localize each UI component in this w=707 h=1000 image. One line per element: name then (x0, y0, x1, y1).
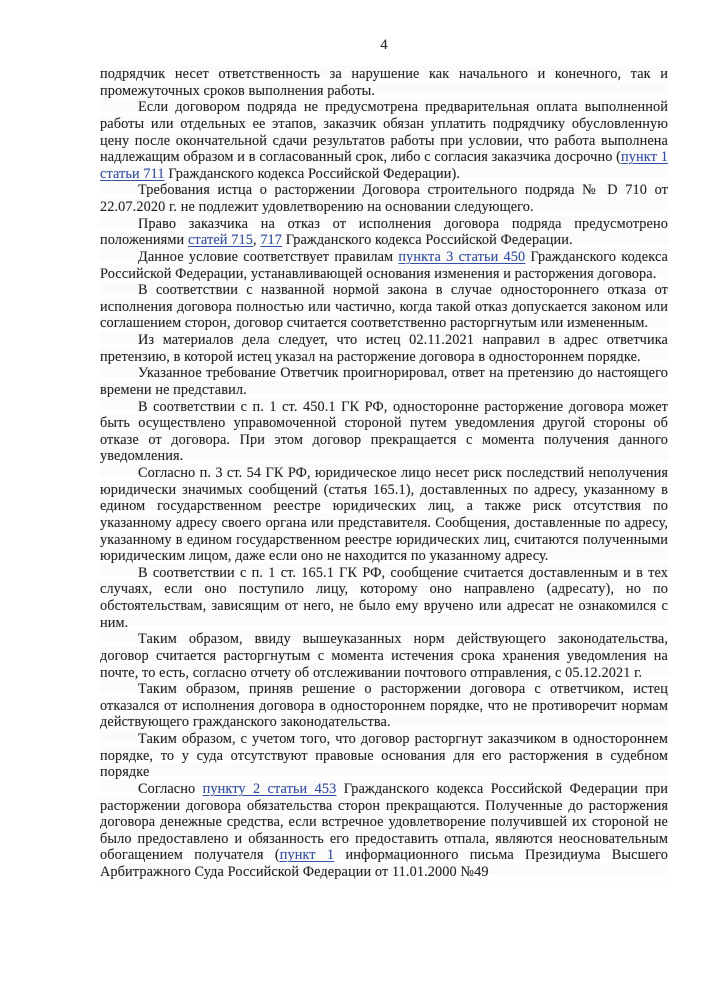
page-number: 4 (380, 37, 388, 53)
paragraph (100, 731, 668, 781)
paragraph-text: Из материалов дела следует, что истец 02.11.2021 направил в адрес ответчика претензию, в которой истец указал на расторжение договора в одностороннем порядке. (100, 332, 668, 365)
statute-link[interactable]: 717 (260, 232, 283, 249)
paragraph (100, 781, 668, 881)
paragraph-text: Согласно (138, 780, 203, 797)
paragraph-text: Данное условие соответствует правилам (138, 248, 399, 265)
paragraph-text: Таким образом, приняв решение о расторжении договора с ответчиком, истец отказался от исполнения договора в одностороннем порядке, что не противоречит нормам действующего гражданского законодательства. (100, 681, 668, 731)
paragraph (100, 282, 668, 332)
paragraph (100, 399, 668, 466)
paragraph (100, 216, 668, 249)
paragraph-text: Согласно п. 3 ст. 54 ГК РФ, юридическое лицо несет риск последствий неполучения юридически значимых сообщений (статья 165.1), доставленных по адресу, указанному в едином государственном реестре юридических лиц, а также риск отсутствия по указанному адресу своего органа или представителя. Сообщения, доставленные по адресу, указанному в едином государственном реестре юридических лиц, считаются полученными юридическим лицом, даже если оно не находится по указанному адресу. (100, 465, 668, 565)
paragraph-text: Гражданского кодекса Российской Федерации. (282, 232, 573, 249)
paragraph-text: Требования истца о расторжении Договора строительного подряда № D 710 от 22.07.2020 г. не подлежит удовлетворению на основании следующего. (100, 182, 668, 215)
paragraph (100, 66, 668, 99)
paragraph (100, 332, 668, 365)
statute-link[interactable]: пункту 2 статьи 453 (202, 780, 337, 797)
paragraph-text: Таким образом, с учетом того, что договор расторгнут заказчиком в одностороннем порядке, то у суда отсутствуют правовые основания для его расторжения в судебном порядке (100, 731, 668, 781)
paragraph-text: В соответствии с названной нормой закона в случае одностороннего отказа от исполнения договора полностью или частично, когда такой отказ допускается законом или соглашением сторон, договор считается соответственно расторгнутым или измененным. (100, 282, 668, 332)
paragraph-text: Гражданского кодекса Российской Федерации, устанавливающей основания изменения и расторжения договора. (100, 248, 669, 282)
paragraph (100, 249, 668, 282)
paragraph-text: Право заказчика на отказ от исполнения договора подряда предусмотрено положениями (100, 215, 668, 249)
paragraph (100, 182, 668, 215)
paragraph-text: В соответствии с п. 1 ст. 450.1 ГК РФ, односторонне расторжение договора может быть осуществлено управомоченной стороной путем уведомления другой стороны об отказе от договора. При этом договор прекращается с момента получения данного уведомления. (100, 398, 668, 465)
paragraph-text: , (252, 232, 261, 249)
paragraph-text: Если договором подряда не предусмотрена предварительная оплата выполненной работы или отдельных ее этапов, заказчик обязан уплатить подрядчику обусловленную цену после окончательной сдачи результатов работы при условии, что работа выполнена надлежащим образом и в согласованный срок, либо с согласия заказчика досрочно ( (100, 99, 668, 166)
paragraph (100, 465, 668, 565)
statute-link[interactable]: пункта 3 статьи 450 (398, 248, 526, 265)
paragraph (100, 99, 668, 182)
paragraph (100, 565, 668, 632)
statute-link[interactable]: пункт 1 (279, 847, 335, 864)
paragraph (100, 681, 668, 731)
paragraph-text: Таким образом, ввиду вышеуказанных норм действующего законодательства, договор считается расторгнутым с момента истечения срока хранения уведомления на почте, то есть, согласно отчету об отслеживании почтового отправления, с 05.12.2021 г. (100, 631, 668, 681)
paragraph-text: В соответствии с п. 1 ст. 165.1 ГК РФ, сообщение считается доставленным и в тех случаях, если оно поступило лицу, которому оно направлено (адресату), но по обстоятельствам, зависящим от него, не было ему вручено или адресат не ознакомился с ним. (100, 564, 668, 631)
document-body (100, 66, 668, 881)
paragraph (100, 631, 668, 681)
paragraph-text: Гражданского кодекса Российской Федерации). (164, 165, 461, 182)
paragraph-text: Указанное требование Ответчик проигнорировал, ответ на претензию до настоящего времени не представил. (100, 365, 668, 398)
statute-link[interactable]: пункт 1 статьи 711 (100, 149, 668, 182)
paragraph-text: подрядчик несет ответственность за нарушение как начального и конечного, так и промежуточных сроков выполнения работы. (100, 66, 668, 99)
paragraph-text: Гражданского кодекса Российской Федерации при расторжении договора обязательства сторон прекращаются. Полученные до расторжения договора денежные средства, если встречное удовлетворение получившей их стороной не было предоставлено и обязанность его предоставить отпала, являются неосновательным обогащением получателя ( (100, 780, 669, 864)
paragraph (100, 365, 668, 398)
statute-link[interactable]: статей 715 (187, 232, 253, 249)
paragraph-text: информационного письма Президиума Высшего Арбитражного Суда Российской Федерации от 11.01.2000 №49 (100, 847, 668, 880)
